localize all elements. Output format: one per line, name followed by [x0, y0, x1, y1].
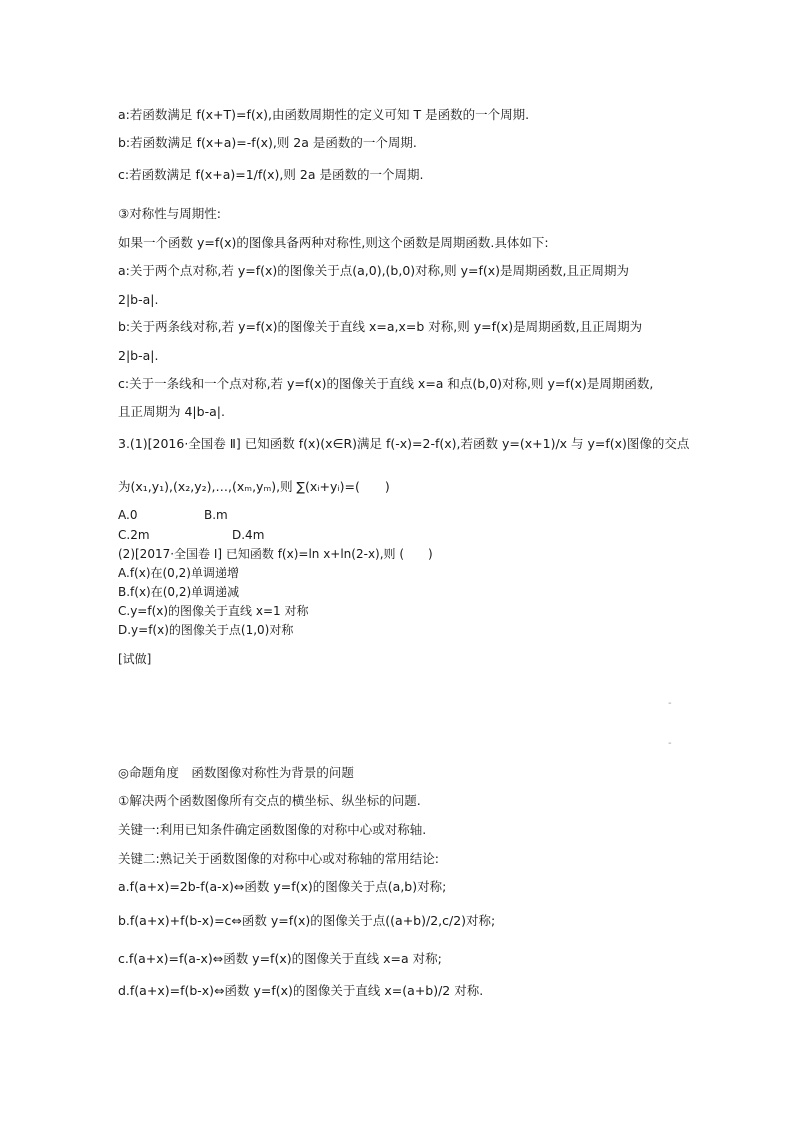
- symmetry-item-c: c:关于一条线和一个点对称,若 y=f(x)的图像关于直线 x=a 和点(b,0)对称,则 y=f(x)是周期函数,: [118, 376, 654, 391]
- problem3-q2-option-b: B.f(x)在(0,2)单调递减: [118, 585, 240, 599]
- symmetry-item-c-cont: 且正周期为 4|b-a|.: [118, 404, 225, 419]
- problem3-option-d: D.4m: [232, 528, 265, 542]
- periodic-rule-b: b:若函数满足 f(x+a)=-f(x),则 2a 是函数的一个周期.: [118, 135, 417, 150]
- problem3-q2-option-a: A.f(x)在(0,2)单调递增: [118, 566, 239, 580]
- try-label: [试做]: [118, 652, 152, 666]
- symmetry-item-a-cont: 2|b-a|.: [118, 292, 159, 307]
- angle-key1: 关键一:利用已知条件确定函数图像的对称中心或对称轴.: [118, 822, 427, 837]
- angle-key2: 关键二:熟记关于函数图像的对称中心或对称轴的常用结论:: [118, 851, 439, 866]
- symmetry-item-a: a:关于两个点对称,若 y=f(x)的图像关于点(a,0),(b,0)对称,则 y=f(x)是周期函数,且正周期为: [118, 263, 630, 278]
- problem3-q2-option-c: C.y=f(x)的图像关于直线 x=1 对称: [118, 604, 309, 618]
- symmetry-item-b-cont: 2|b-a|.: [118, 348, 159, 363]
- angle-heading: ◎命题角度 函数图像对称性为背景的问题: [118, 765, 354, 780]
- problem3-option-c: C.2m: [118, 528, 150, 542]
- periodic-rule-a: a:若函数满足 f(x+T)=f(x),由函数周期性的定义可知 T 是函数的一个周期.: [118, 107, 530, 122]
- problem3-q1-line1: 3.(1)[2016·全国卷 Ⅱ] 已知函数 f(x)(x∈R)满足 f(-x)=2-f(x),若函数 y=(x+1)/x 与 y=f(x)图像的交点: [118, 436, 690, 451]
- conclusion-d: d.f(a+x)=f(b-x)⇔函数 y=f(x)的图像关于直线 x=(a+b)/2 对称.: [118, 983, 484, 998]
- symmetry-heading: ③对称性与周期性:: [118, 206, 221, 221]
- conclusion-c: c.f(a+x)=f(a-x)⇔函数 y=f(x)的图像关于直线 x=a 对称;: [118, 951, 442, 966]
- margin-mark: -: [668, 738, 672, 749]
- problem3-option-a: A.0: [118, 508, 138, 522]
- periodic-rule-c: c:若函数满足 f(x+a)=1/f(x),则 2a 是函数的一个周期.: [118, 167, 424, 182]
- symmetry-item-b: b:关于两条线对称,若 y=f(x)的图像关于直线 x=a,x=b 对称,则 y=f(x)是周期函数,且正周期为: [118, 319, 643, 334]
- conclusion-a: a.f(a+x)=2b-f(a-x)⇔函数 y=f(x)的图像关于点(a,b)对称;: [118, 879, 447, 894]
- angle-sub1: ①解决两个函数图像所有交点的横坐标、纵坐标的问题.: [118, 793, 421, 808]
- problem3-q2-option-d: D.y=f(x)的图像关于点(1,0)对称: [118, 623, 294, 637]
- margin-mark: -: [668, 698, 672, 709]
- conclusion-b: b.f(a+x)+f(b-x)=c⇔函数 y=f(x)的图像关于点((a+b)/2,c/2)对称;: [118, 913, 496, 928]
- problem3-q1-line2: 为(x₁,y₁),(x₂,y₂),…,(xₘ,yₘ),则 ∑(xᵢ+yᵢ)=( ): [118, 479, 390, 494]
- symmetry-intro: 如果一个函数 y=f(x)的图像具备两种对称性,则这个函数是周期函数.具体如下:: [118, 235, 549, 250]
- problem3-q2-line: (2)[2017·全国卷 Ⅰ] 已知函数 f(x)=ln x+ln(2-x),则 ( ): [118, 547, 433, 561]
- problem3-option-b: B.m: [204, 508, 228, 522]
